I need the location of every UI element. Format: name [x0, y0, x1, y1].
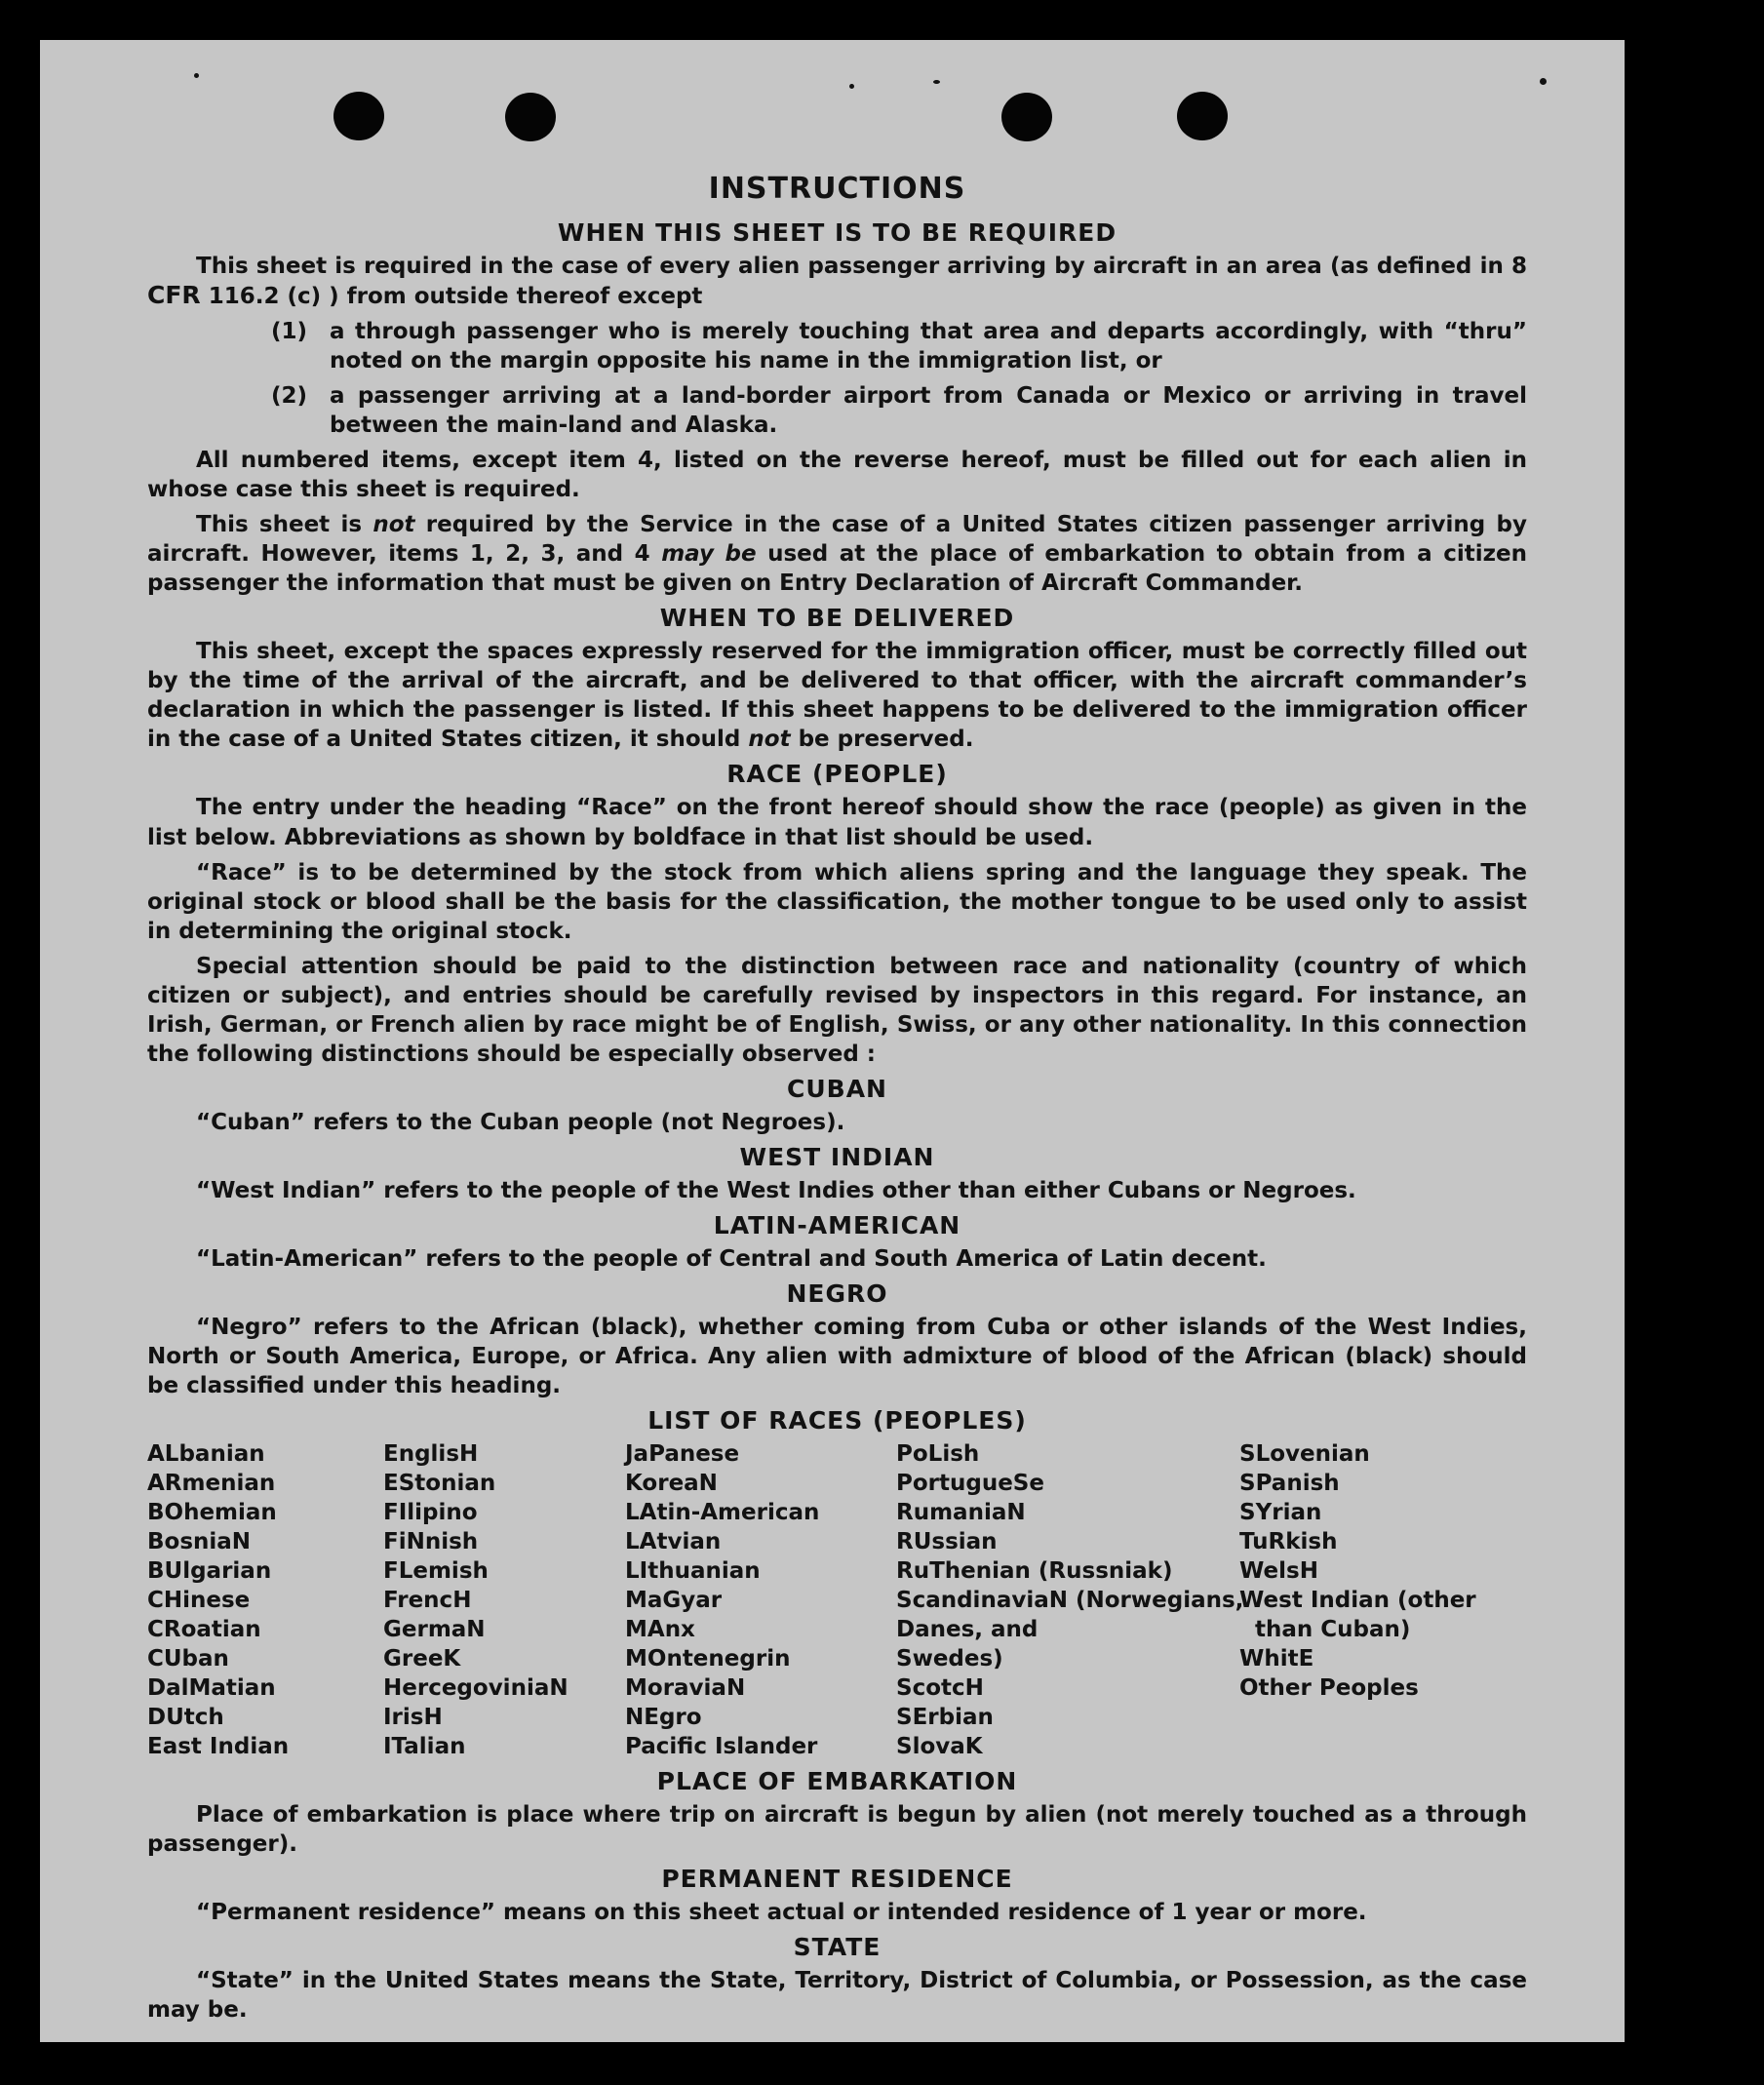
paragraph: “Latin-American” refers to the people of Central and South America of Latin decent. — [196, 1246, 1267, 1272]
race-entry: BOhemian — [147, 1500, 277, 1525]
paragraph: Special attention should be paid to the distinction between race and nationality (country of which citizen or subject), and entries should be carefully revised by inspectors in this regard. For instance, an Irish, German, or French alien by race might be of English, Swiss, or any other nationality. In this connection the following distinctions should be especially observed : — [147, 954, 1527, 1067]
paragraph: “West Indian” refers to the people of the West Indies other than either Cubans or Negroes. — [196, 1178, 1356, 1203]
race-entry: Danes, and — [896, 1617, 1039, 1642]
item-text: a through passenger who is merely touching that area and departs accordingly, with “thru” noted on the margin opposite his name in the immigration list, or — [330, 319, 1527, 374]
paragraph: “Negro” refers to the African (black), whether coming from Cuba or other islands of the West Indies, North or South America, Europe, or Africa. Any alien with admixture of blood of the African (black) should be classified under this heading. — [147, 1315, 1527, 1398]
speck — [849, 84, 854, 89]
speck — [1540, 78, 1547, 85]
race-entry: GreeK — [383, 1646, 461, 1672]
race-entry: WelsH — [1239, 1558, 1318, 1584]
punch-hole — [1177, 92, 1228, 140]
race-entry: ScandinaviaN (Norwegians, — [896, 1588, 1244, 1613]
text: not — [748, 727, 791, 752]
race-entry: FLemish — [383, 1558, 489, 1584]
paragraph: All numbered items, except item 4, listed on the reverse hereof, must be filled out for each alien in whose case this sheet is required. — [147, 448, 1527, 502]
race-entry: DalMatian — [147, 1675, 276, 1701]
speck — [933, 80, 940, 84]
race-entry: FrencH — [383, 1588, 472, 1613]
race-entry: ITalian — [383, 1734, 466, 1759]
race-entry: SYrian — [1239, 1500, 1322, 1525]
text: used at the place of embarkation to obtain from a citizen passenger the information that must be given on Entry Declaration of Aircraft Commander. — [147, 541, 1528, 596]
race-entry: RuThenian (Russniak) — [896, 1558, 1173, 1584]
races-column — [625, 1439, 896, 1761]
race-entry: TuRkish — [1239, 1529, 1338, 1554]
punch-hole — [333, 92, 384, 140]
race-entry: Pacific Islander — [625, 1734, 818, 1759]
section-heading-races-list: LIST OF RACES (PEOPLES) — [647, 1406, 1027, 1435]
paragraph — [147, 510, 1527, 598]
paragraph: “State” in the United States means the State, Territory, District of Columbia, or Possession, as the case may be. — [147, 1968, 1527, 2023]
text: not — [372, 512, 415, 537]
section-heading-cuban: CUBAN — [787, 1075, 887, 1103]
section-heading-embarkation: PLACE OF EMBARKATION — [656, 1767, 1018, 1795]
text: may be — [661, 541, 757, 567]
race-entry: MOntenegrin — [625, 1646, 791, 1672]
section-heading-state: STATE — [793, 1933, 882, 1961]
race-entry: FiNnish — [383, 1529, 479, 1554]
document-page — [40, 40, 1625, 2042]
paragraph — [147, 637, 1527, 754]
races-column — [1239, 1439, 1522, 1761]
race-entry: CRoatian — [147, 1617, 261, 1642]
race-entry: IrisH — [383, 1705, 443, 1730]
race-entry: ARmenian — [147, 1471, 276, 1496]
text: The entry under the heading “Race” on the front hereof should show the race (people) as given in the list below. Abbreviations as shown by — [147, 795, 1527, 850]
text: This sheet is required in the case of every alien passenger arriving by aircraft in an area (as defined in 8 — [196, 254, 1527, 279]
punch-hole — [505, 93, 556, 141]
section-heading-delivered: WHEN TO BE DELIVERED — [659, 604, 1015, 632]
race-entry: CUban — [147, 1646, 229, 1672]
race-entry: LAtin-American — [625, 1500, 820, 1525]
race-entry: East Indian — [147, 1734, 290, 1759]
race-entry: KoreaN — [625, 1471, 718, 1496]
text: CFR — [147, 281, 201, 309]
section-heading-required: WHEN THIS SHEET IS TO BE REQUIRED — [557, 218, 1117, 247]
race-entry: SErbian — [896, 1705, 994, 1730]
race-entry: BUlgarian — [147, 1558, 272, 1584]
text: boldface — [632, 823, 746, 850]
item-number: (2) — [271, 383, 308, 409]
race-entry: FIlipino — [383, 1500, 478, 1525]
race-entry: ScotcH — [896, 1675, 984, 1701]
races-column — [896, 1439, 1244, 1761]
speck — [194, 73, 199, 78]
paragraph: “Cuban” refers to the Cuban people (not Negroes). — [196, 1110, 845, 1135]
punch-hole — [1001, 93, 1052, 141]
races-list — [147, 1439, 1527, 1761]
race-entry: than Cuban) — [1239, 1617, 1411, 1642]
race-entry: NEgro — [625, 1705, 702, 1730]
race-entry: RUssian — [896, 1529, 998, 1554]
section-heading-west-indian: WEST INDIAN — [739, 1143, 935, 1171]
race-entry: BosniaN — [147, 1529, 252, 1554]
race-entry: DUtch — [147, 1705, 224, 1730]
race-entry: WhitE — [1239, 1646, 1314, 1672]
race-entry: PoLish — [896, 1441, 980, 1467]
race-entry: Other Peoples — [1239, 1675, 1419, 1701]
race-entry: MaGyar — [625, 1588, 723, 1613]
race-entry: SlovaK — [896, 1734, 983, 1759]
item-text: a passenger arriving at a land-border airport from Canada or Mexico or arriving in travel between the main-land and Alaska. — [330, 383, 1527, 438]
text: 116.2 (c) ) from outside thereof except — [200, 284, 703, 309]
races-column — [147, 1439, 383, 1761]
race-entry: SLovenian — [1239, 1441, 1370, 1467]
race-entry: CHinese — [147, 1588, 251, 1613]
race-entry: HercegoviniaN — [383, 1675, 568, 1701]
paragraph: “Race” is to be determined by the stock from which aliens spring and the language they speak. The original stock or blood shall be the basis for the classification, the mother tongue to be used only to assist in determining the original stock. — [147, 860, 1527, 944]
section-heading-race: RACE (PEOPLE) — [726, 760, 948, 788]
race-entry: GermaN — [383, 1617, 486, 1642]
race-entry: EStonian — [383, 1471, 496, 1496]
race-entry: ALbanian — [147, 1441, 265, 1467]
paragraph — [147, 252, 1527, 311]
race-entry: West Indian (other — [1239, 1588, 1476, 1613]
list-item — [147, 317, 1527, 375]
text: be preserved. — [790, 727, 974, 752]
race-entry: RumaniaN — [896, 1500, 1026, 1525]
race-entry: EnglisH — [383, 1441, 479, 1467]
section-heading-latin-american: LATIN-AMERICAN — [713, 1211, 961, 1239]
section-heading-residence: PERMANENT RESIDENCE — [661, 1865, 1013, 1893]
item-number: (1) — [271, 319, 308, 344]
race-entry: MoraviaN — [625, 1675, 746, 1701]
race-entry: SPanish — [1239, 1471, 1340, 1496]
race-entry: PortugueSe — [896, 1471, 1044, 1496]
section-heading-negro: NEGRO — [786, 1279, 888, 1308]
race-entry: LAtvian — [625, 1529, 722, 1554]
paragraph — [147, 793, 1527, 852]
race-entry: MAnx — [625, 1617, 695, 1642]
list-item — [147, 381, 1527, 440]
race-entry: JaPanese — [625, 1441, 740, 1467]
text: This sheet is — [196, 512, 373, 537]
instructions-content — [147, 172, 1527, 2030]
race-entry: LIthuanian — [625, 1558, 761, 1584]
text: required by the Service in the case of a United States citizen passenger arriving by aircraft. However, items 1, 2, 3, and 4 — [147, 512, 1527, 567]
race-entry: Swedes) — [896, 1646, 1003, 1672]
paragraph: Place of embarkation is place where trip on aircraft is begun by alien (not merely touched as a through passenger). — [147, 1802, 1527, 1857]
page-title: INSTRUCTIONS — [708, 172, 966, 206]
races-column — [383, 1439, 625, 1761]
text: This sheet, except the spaces expressly reserved for the immigration officer, must be correctly filled out by the time of the arrival of the aircraft, and be delivered to that officer, with the aircraft commander’s declaration in which the passenger is listed. If this sheet happens to be delivered to the immigration officer in the case of a United States citizen, it should — [147, 639, 1527, 752]
paragraph: “Permanent residence” means on this sheet actual or intended residence of 1 year or more. — [196, 1900, 1367, 1925]
text: in that list should be used. — [745, 825, 1094, 850]
